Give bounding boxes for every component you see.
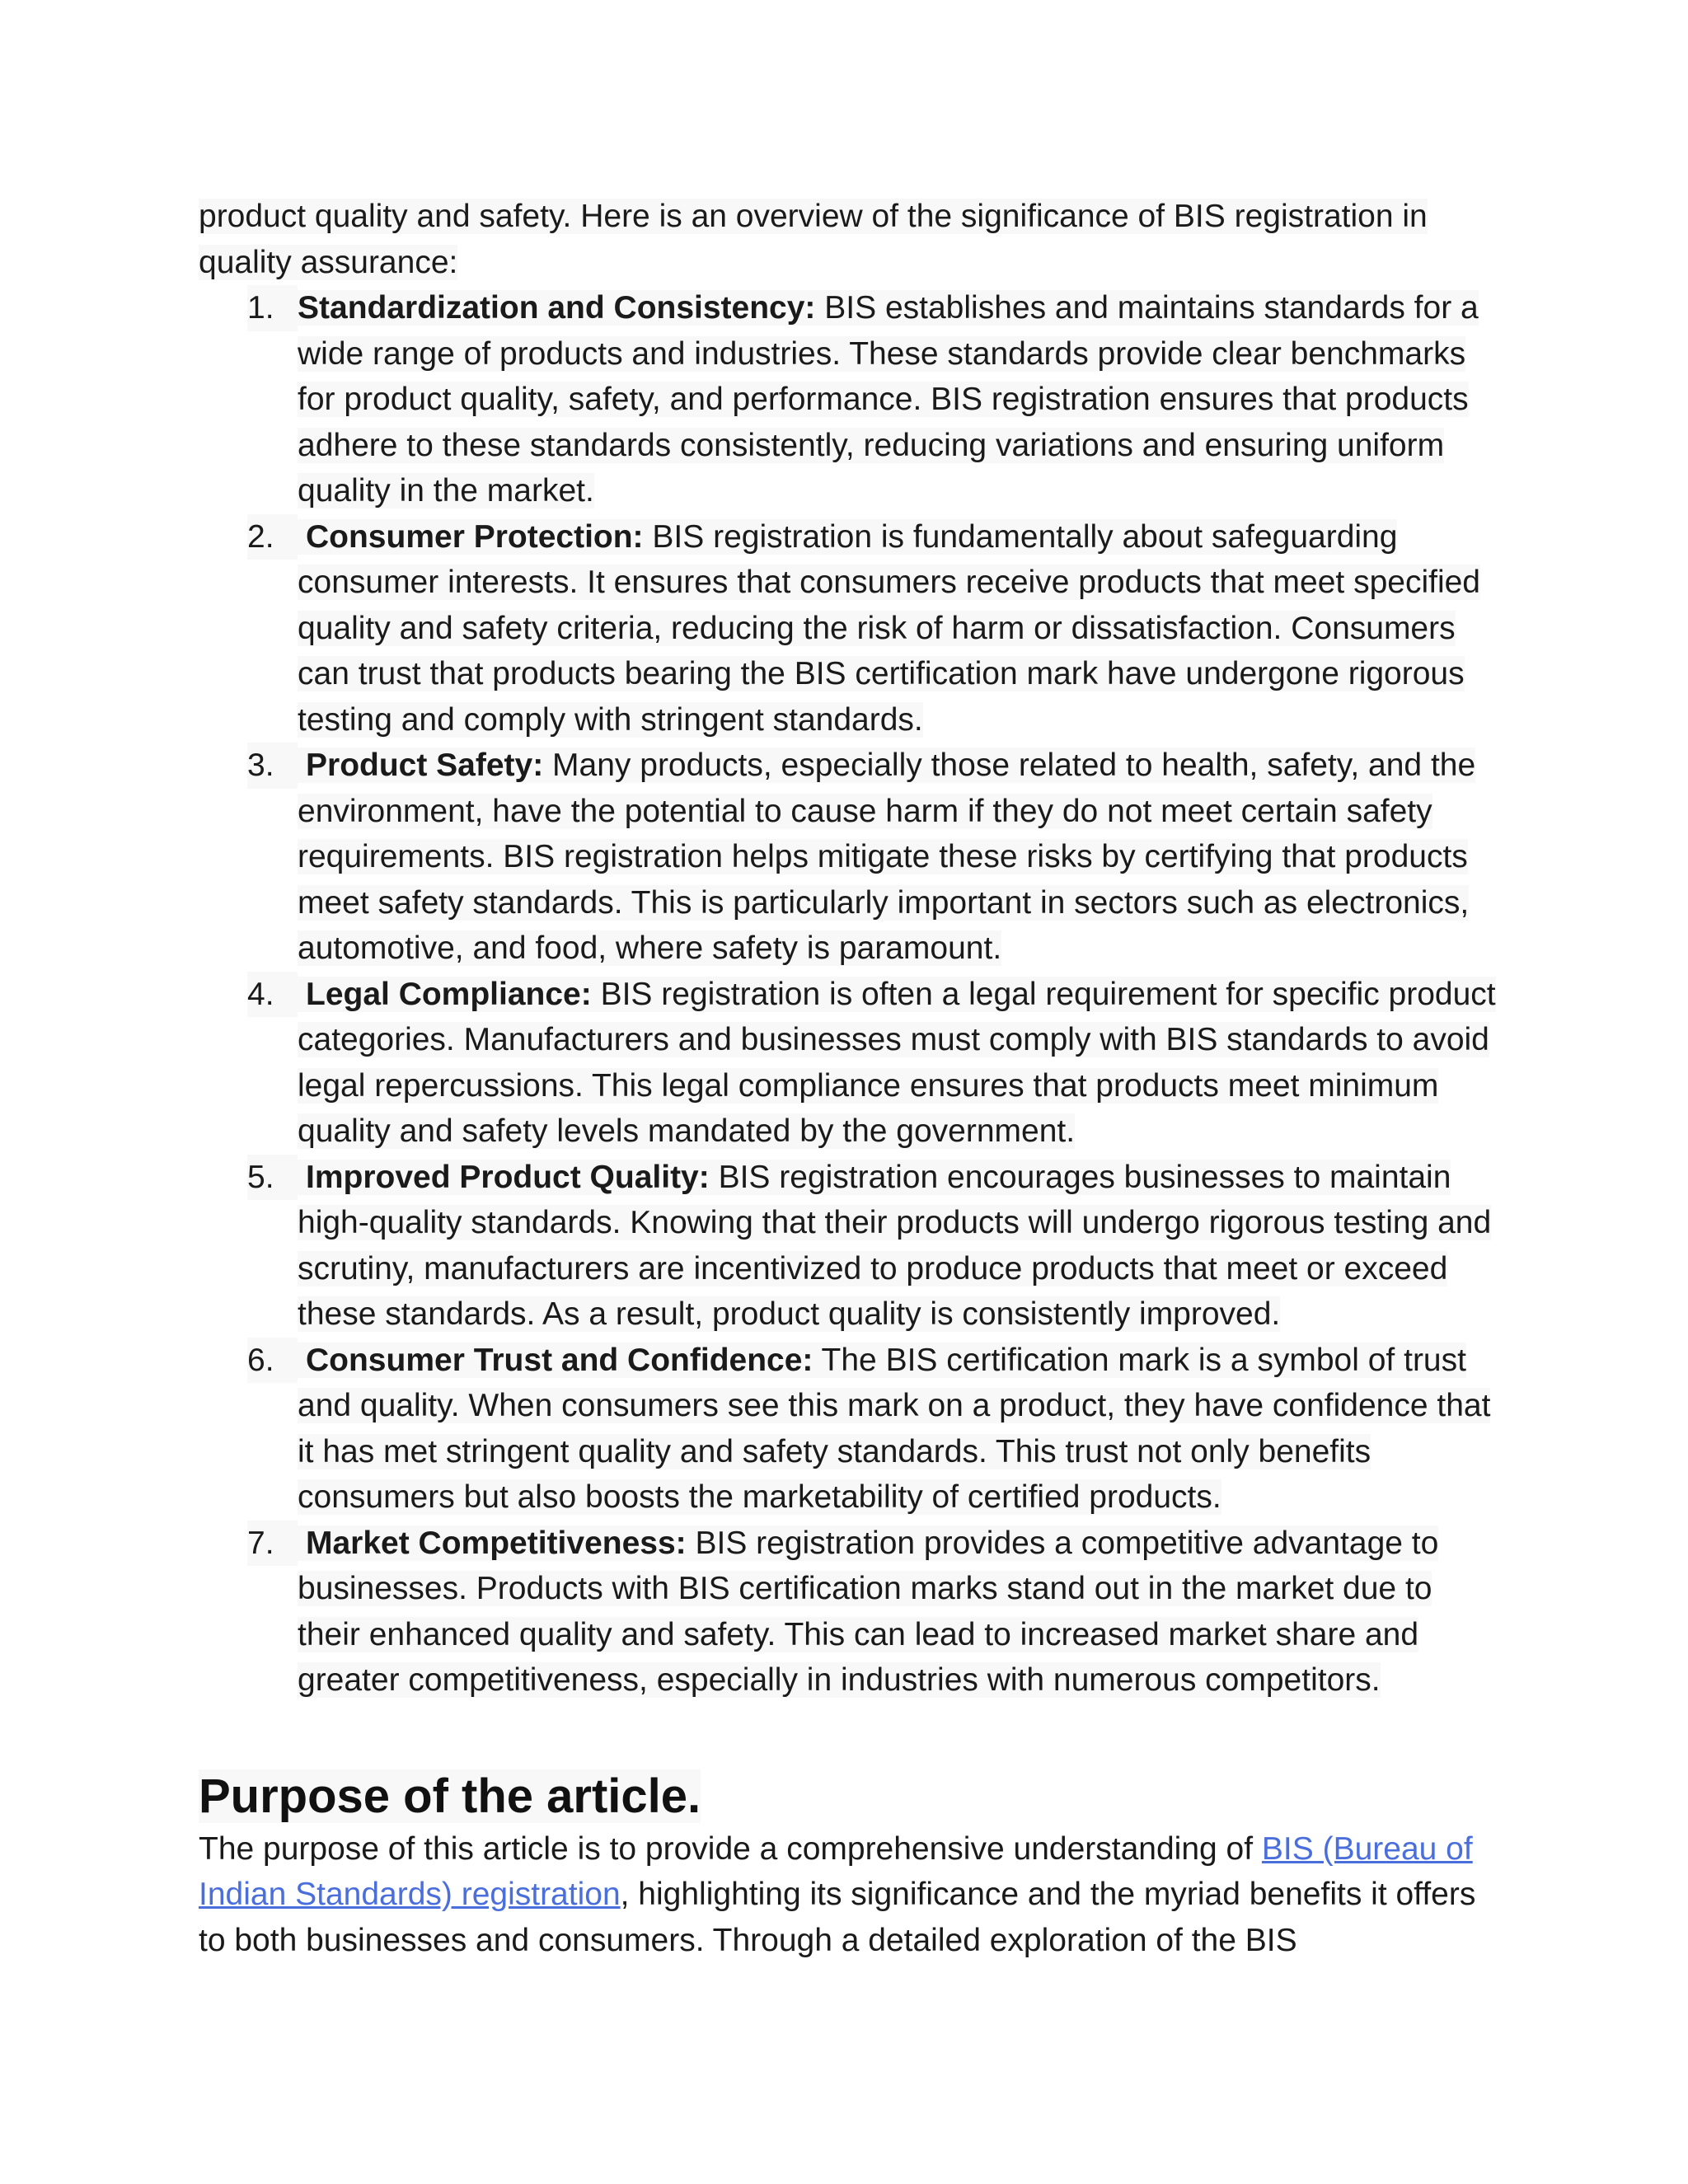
list-item-number: 3.: [247, 743, 298, 789]
purpose-text-before-link: The purpose of this article is to provide a comprehensive understanding of: [199, 1830, 1262, 1867]
list-item-title: Product Safety:: [306, 748, 544, 783]
significance-list: [199, 285, 1501, 1704]
list-item-number: 5.: [247, 1155, 298, 1201]
list-item-title: Standardization and Consistency:: [298, 290, 816, 326]
list-item-number: 4.: [247, 972, 298, 1018]
intro-paragraph: [199, 194, 1501, 285]
list-item-title: Consumer Protection:: [306, 518, 644, 555]
list-item-body: Many products, especially those related to health, safety, and the environment, have the potential to cause harm if they do not meet certain safety requirements. BIS registration helps mitigate these risks by certifying that products meet safety standards. This is particularly important in sectors such as electronics, automotive, and food, where safety is paramount.: [298, 748, 1476, 966]
list-item: [199, 285, 1501, 514]
list-item-number: 6.: [247, 1338, 298, 1384]
purpose-paragraph: [199, 1826, 1501, 1964]
list-item-number: 1.: [247, 285, 298, 331]
list-item: [199, 514, 1501, 743]
list-item: [199, 972, 1501, 1155]
list-item-body: BIS registration encourages businesses to maintain high-quality standards. Knowing that their products will undergo rigorous testing and scrutiny, manufacturers are incentivized to produce products that meet or exceed these standards. As a result, product quality is consistently improved.: [298, 1159, 1492, 1332]
list-item-number: 2.: [247, 514, 298, 560]
list-item-title: Market Competitiveness:: [306, 1525, 687, 1561]
purpose-text-after-link: , highlighting its significance and the myriad benefits it offers to both businesses and consumers. Through a detailed exploration of the BIS: [199, 1877, 1476, 1958]
list-item-number: 7.: [247, 1521, 298, 1567]
list-item-title: Improved Product Quality:: [306, 1159, 710, 1195]
list-item-body: BIS establishes and maintains standards for a wide range of products and industries. These standards provide clear benchmarks for product quality, safety, and performance. BIS registration ensures that products adhere to these standards consistently, reducing variations and ensuring uniform quality in the market.: [298, 290, 1479, 509]
list-item: [199, 1521, 1501, 1704]
list-item-body: BIS registration is fundamentally about safeguarding consumer interests. It ensures that consumers receive products that meet specified quality and safety criteria, reducing the risk of harm or dissatisfaction. Consumers can trust that products bearing the BIS certification mark have undergone rigorous testing and comply with stringent standards.: [298, 518, 1481, 738]
section-heading: Purpose of the article.: [199, 1769, 701, 1823]
list-item-body: BIS registration is often a legal requirement for specific product categories. Manufacturers and businesses must comply with BIS standards to avoid legal repercussions. This legal compliance ensures that products meet minimum quality and safety levels mandated by the government.: [298, 976, 1496, 1149]
list-item: [199, 743, 1501, 972]
bis-registration-link[interactable]: BIS (Bureau of Indian Standards) registration: [199, 1830, 1473, 1912]
list-item-title: Legal Compliance:: [306, 976, 592, 1012]
intro-text: product quality and safety. Here is an overview of the significance of BIS registration in quality assurance:: [199, 199, 1428, 280]
list-item: [199, 1155, 1501, 1338]
list-item-title: Consumer Trust and Confidence:: [306, 1342, 814, 1378]
list-item-body: BIS registration provides a competitive advantage to businesses. Products with BIS certification marks stand out in the market due to their enhanced quality and safety. This can lead to increased market share and greater competitiveness, especially in industries with numerous competitors.: [298, 1525, 1439, 1698]
list-item: [199, 1338, 1501, 1521]
list-item-body: The BIS certification mark is a symbol of trust and quality. When consumers see this mark on a product, they have confidence that it has met stringent quality and safety standards. This trust not only benefits consumers but also boosts the marketability of certified products.: [298, 1342, 1491, 1515]
document-page: [199, 194, 1501, 1963]
